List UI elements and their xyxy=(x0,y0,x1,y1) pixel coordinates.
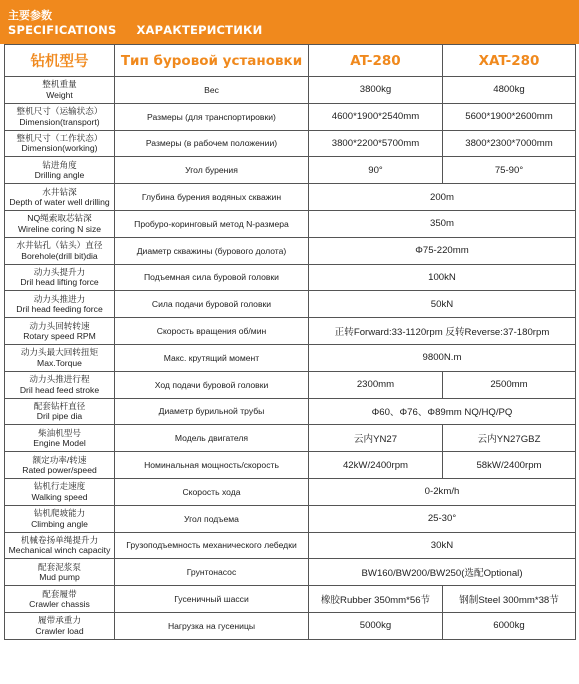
param-ru: Вес xyxy=(115,77,309,104)
param-cell xyxy=(5,184,115,211)
value-shared: BW160/BW200/BW250(选配Optional) xyxy=(309,559,576,586)
title-en: SPECIFICATIONS xyxy=(8,23,117,37)
table-row xyxy=(5,452,576,479)
param-cn: 钻机行走速度 xyxy=(33,481,86,492)
value-model-2: 3800*2300*7000mm xyxy=(443,130,576,157)
param-cn: 动力头最大回转扭矩 xyxy=(20,347,99,358)
value-shared: 350m xyxy=(309,210,576,237)
value-shared: Φ75-220mm xyxy=(309,237,576,264)
value-model-1: 3800kg xyxy=(309,77,443,104)
param-ru: Макс. крутящий момент xyxy=(115,344,309,371)
param-cell xyxy=(5,505,115,532)
param-cell xyxy=(5,559,115,586)
title-line xyxy=(8,23,282,37)
table-row xyxy=(5,532,576,559)
param-en: Dril pipe dia xyxy=(36,411,83,422)
param-en: Dimension(working) xyxy=(21,143,98,154)
value-model-1: 橡胶Rubber 350mm*56节 xyxy=(309,586,443,613)
param-cell xyxy=(5,264,115,291)
param-en: Rotary speed RPM xyxy=(23,331,96,342)
param-ru: Пробуро-коринговый метод N-размера xyxy=(115,210,309,237)
param-en: Dril head feeding force xyxy=(16,304,103,315)
table-row xyxy=(5,77,576,104)
param-cn: 柴油机型号 xyxy=(38,427,81,438)
value-model-2: 2500mm xyxy=(443,371,576,398)
param-cell xyxy=(5,371,115,398)
param-en: Wireline coring N size xyxy=(17,223,102,234)
param-en: Borehole(drill bit)dia xyxy=(21,250,98,261)
param-cell xyxy=(5,77,115,104)
table-row xyxy=(5,130,576,157)
param-ru: Угол бурения xyxy=(115,157,309,184)
param-en: Climbing angle xyxy=(31,518,88,529)
table-row xyxy=(5,344,576,371)
param-cn: 机械卷扬单绳提升力 xyxy=(20,534,99,545)
param-cn: 配套履带 xyxy=(42,588,77,599)
param-cn: 额定功率/转速 xyxy=(32,454,87,465)
header-ru: Тип буровой установки xyxy=(115,45,309,77)
param-cn: 整机尺寸（工作状态） xyxy=(16,132,103,143)
value-shared: 50kN xyxy=(309,291,576,318)
value-model-1: 2300mm xyxy=(309,371,443,398)
param-cn: 动力头提升力 xyxy=(33,266,86,277)
param-cell xyxy=(5,425,115,452)
param-ru: Нагрузка на гусеницы xyxy=(115,612,309,639)
param-cn: 整机重量 xyxy=(42,79,77,90)
param-cn: 水井钻孔（钻头）直径 xyxy=(16,240,103,251)
table-row xyxy=(5,586,576,613)
value-shared: 25-30° xyxy=(309,505,576,532)
table-row xyxy=(5,371,576,398)
param-cn: 钻进角度 xyxy=(42,159,77,170)
param-en: Walking speed xyxy=(31,491,88,502)
value-shared: 0-2km/h xyxy=(309,478,576,505)
param-ru: Глубина бурения водяных скважин xyxy=(115,184,309,211)
table-row xyxy=(5,264,576,291)
param-ru: Диаметр бурильной трубы xyxy=(115,398,309,425)
param-en: Crawler load xyxy=(35,625,84,636)
table-row xyxy=(5,157,576,184)
param-cell xyxy=(5,157,115,184)
param-cn: NQ绳索取芯钻深 xyxy=(27,213,92,224)
table-row xyxy=(5,478,576,505)
param-cell xyxy=(5,210,115,237)
table-row xyxy=(5,559,576,586)
param-en: Max.Torque xyxy=(37,357,82,368)
param-cn: 配套钻杆直径 xyxy=(33,400,86,411)
header-model-2: XAT-280 xyxy=(443,45,576,77)
value-model-1: 5000kg xyxy=(309,612,443,639)
param-cn: 动力头回转转速 xyxy=(29,320,90,331)
value-model-2: 75-90° xyxy=(443,157,576,184)
table-row xyxy=(5,103,576,130)
value-model-1: 4600*1900*2540mm xyxy=(309,103,443,130)
value-shared: 9800N.m xyxy=(309,344,576,371)
param-en: Rated power/speed xyxy=(22,465,97,476)
title-cn: 主要参数 xyxy=(8,9,52,22)
param-ru: Гусеничный шасси xyxy=(115,586,309,613)
value-model-1: 42kW/2400rpm xyxy=(309,452,443,479)
param-cn: 履带承重力 xyxy=(38,615,81,626)
param-cn: 水井钻深 xyxy=(42,186,77,197)
param-cell xyxy=(5,398,115,425)
param-cn: 动力头推进行程 xyxy=(29,374,90,385)
header-param: 钻机型号 xyxy=(5,45,115,77)
table-row xyxy=(5,184,576,211)
spec-table xyxy=(4,44,576,640)
param-cell xyxy=(5,103,115,130)
value-model-2: 5600*1900*2600mm xyxy=(443,103,576,130)
table-row xyxy=(5,291,576,318)
value-shared: 100kN xyxy=(309,264,576,291)
param-en: Mud pump xyxy=(39,572,80,583)
param-ru: Размеры (для транспортировки) xyxy=(115,103,309,130)
param-en: Crawler chassis xyxy=(29,599,90,610)
table-header-row xyxy=(5,45,576,77)
param-en: Dimension(transport) xyxy=(19,116,100,127)
value-model-1: 3800*2200*5700mm xyxy=(309,130,443,157)
param-cn: 钻机爬坡能力 xyxy=(33,508,86,519)
table-row xyxy=(5,425,576,452)
table-row xyxy=(5,210,576,237)
param-ru: Грунтонасос xyxy=(115,559,309,586)
param-en: Drilling angle xyxy=(34,170,85,181)
value-model-1: 90° xyxy=(309,157,443,184)
param-ru: Сила подачи буровой головки xyxy=(115,291,309,318)
param-cell xyxy=(5,344,115,371)
value-model-2: 云内YN27GBZ xyxy=(443,425,576,452)
param-cell xyxy=(5,452,115,479)
param-ru: Номинальная мощность/скорость xyxy=(115,452,309,479)
title-ru: ХАРАКТЕРИСТИКИ xyxy=(136,23,263,37)
param-cn: 配套泥浆泵 xyxy=(38,561,81,572)
header-model-1: AT-280 xyxy=(309,45,443,77)
param-ru: Модель двигателя xyxy=(115,425,309,452)
param-ru: Подъемная сила буровой головки xyxy=(115,264,309,291)
param-en: Dril head lifting force xyxy=(20,277,99,288)
param-ru: Диаметр скважины (бурового долота) xyxy=(115,237,309,264)
value-model-2: 58kW/2400rpm xyxy=(443,452,576,479)
param-en: Engine Model xyxy=(33,438,86,449)
param-cell xyxy=(5,237,115,264)
param-ru: Размеры (в рабочем положении) xyxy=(115,130,309,157)
param-cn: 动力头推进力 xyxy=(33,293,86,304)
param-cn: 整机尺寸（运输状态） xyxy=(16,106,103,117)
param-cell xyxy=(5,532,115,559)
param-ru: Грузоподъемность механического лебедки xyxy=(115,532,309,559)
value-shared: 30kN xyxy=(309,532,576,559)
table-row xyxy=(5,398,576,425)
param-en: Mechanical winch capacity xyxy=(8,545,111,556)
param-en: Weight xyxy=(46,89,73,100)
param-ru: Угол подъема xyxy=(115,505,309,532)
value-shared: Φ60、Φ76、Φ89mm NQ/HQ/PQ xyxy=(309,398,576,425)
param-ru: Скорость вращения об/мин xyxy=(115,318,309,345)
value-shared: 200m xyxy=(309,184,576,211)
value-shared: 正转Forward:33-1120rpm 反转Reverse:37-180rpm xyxy=(309,318,576,345)
param-cell xyxy=(5,291,115,318)
table-row xyxy=(5,318,576,345)
value-model-2: 钢制Steel 300mm*38节 xyxy=(443,586,576,613)
param-cell xyxy=(5,478,115,505)
value-model-1: 云内YN27 xyxy=(309,425,443,452)
param-cell xyxy=(5,612,115,639)
param-en: Depth of water well drilling xyxy=(9,197,110,208)
table-row xyxy=(5,505,576,532)
param-cell xyxy=(5,130,115,157)
param-ru: Скорость хода xyxy=(115,478,309,505)
param-cell xyxy=(5,318,115,345)
value-model-2: 4800kg xyxy=(443,77,576,104)
table-row xyxy=(5,612,576,639)
value-model-2: 6000kg xyxy=(443,612,576,639)
table-row xyxy=(5,237,576,264)
param-en: Dril head feed stroke xyxy=(19,384,100,395)
param-ru: Ход подачи буровой головки xyxy=(115,371,309,398)
header-banner xyxy=(0,0,579,44)
param-cell xyxy=(5,586,115,613)
